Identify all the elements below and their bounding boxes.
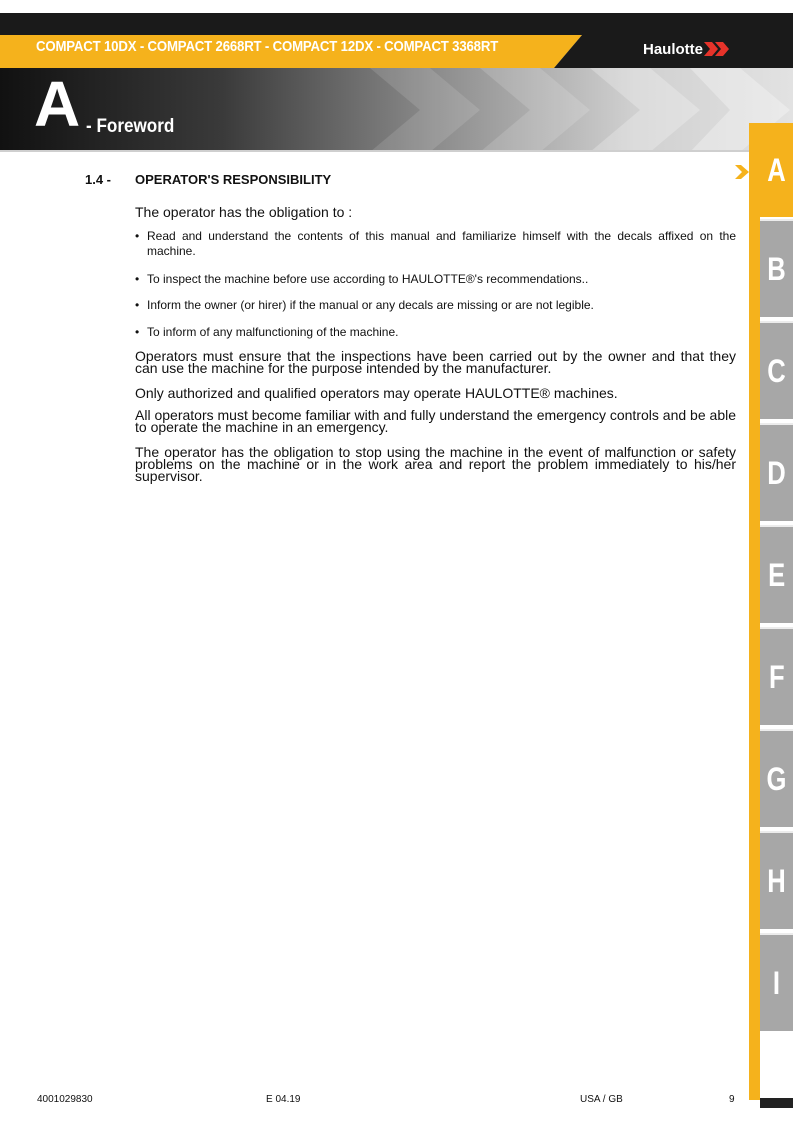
region: USA / GB xyxy=(580,1094,623,1105)
tab-foot xyxy=(760,1098,793,1108)
tab-g[interactable]: G xyxy=(760,729,793,827)
tab-b[interactable]: B xyxy=(760,219,793,317)
section-heading: OPERATOR'S RESPONSIBILITY xyxy=(135,172,332,187)
tab-f[interactable]: F xyxy=(760,627,793,725)
list-item-text: To inspect the machine before use according to HAULOTTE®'s recommendations.. xyxy=(147,272,589,286)
tab-c[interactable]: C xyxy=(760,321,793,419)
tab-spine xyxy=(749,123,760,1100)
active-tab-pointer-icon xyxy=(735,165,751,179)
brand-logo: Haulotte xyxy=(643,41,703,58)
edition: E 04.19 xyxy=(266,1094,301,1105)
list-item xyxy=(135,325,736,340)
paragraph: All operators must become familiar with and fully understand the emergency controls and be able to operate the machine in an emergency. xyxy=(135,407,736,435)
brand-chevron-icon xyxy=(704,42,732,56)
list-item-text: To inform of any malfunctioning of the machine. xyxy=(147,325,399,339)
list-item xyxy=(135,272,736,287)
paragraph: Operators must ensure that the inspections have been carried out by the owner and that they can use the machine for the purpose intended by the manufacturer. xyxy=(135,348,736,376)
page-number: 9 xyxy=(729,1094,735,1105)
tab-h[interactable]: H xyxy=(760,831,793,929)
section-letter: A xyxy=(34,68,81,140)
list-item xyxy=(135,229,736,259)
bullet-icon: • xyxy=(135,272,140,286)
bullet-icon: • xyxy=(135,298,140,312)
bullet-icon: • xyxy=(135,325,140,339)
section-number: 1.4 - xyxy=(85,172,112,187)
tab-d[interactable]: D xyxy=(760,423,793,521)
tab-e[interactable]: E xyxy=(760,525,793,623)
chapter-tabs xyxy=(749,123,793,1100)
section-title: - Foreword xyxy=(86,116,175,137)
tab-i[interactable]: I xyxy=(760,933,793,1031)
model-list: COMPACT 10DX - COMPACT 2668RT - COMPACT 12DX - COMPACT 3368RT xyxy=(36,38,499,55)
intro-text: The operator has the obligation to : xyxy=(135,204,353,220)
paragraph: Only authorized and qualified operators may operate HAULOTTE® machines. xyxy=(135,385,618,401)
list-item-text: Read and understand the contents of this manual and familiarize himself with the decals affixed on the machine. xyxy=(147,229,736,258)
doc-number: 4001029830 xyxy=(37,1094,93,1105)
list-item-text: Inform the owner (or hirer) if the manual or any decals are missing or are not legible. xyxy=(147,298,594,312)
tab-a[interactable]: A xyxy=(760,123,793,217)
bullet-icon: • xyxy=(135,229,140,243)
paragraph: The operator has the obligation to stop using the machine in the event of malfunction or safety problems on the machine or in the work area and report the problem immediately to his/her supervisor. xyxy=(135,444,736,484)
list-item xyxy=(135,298,736,313)
